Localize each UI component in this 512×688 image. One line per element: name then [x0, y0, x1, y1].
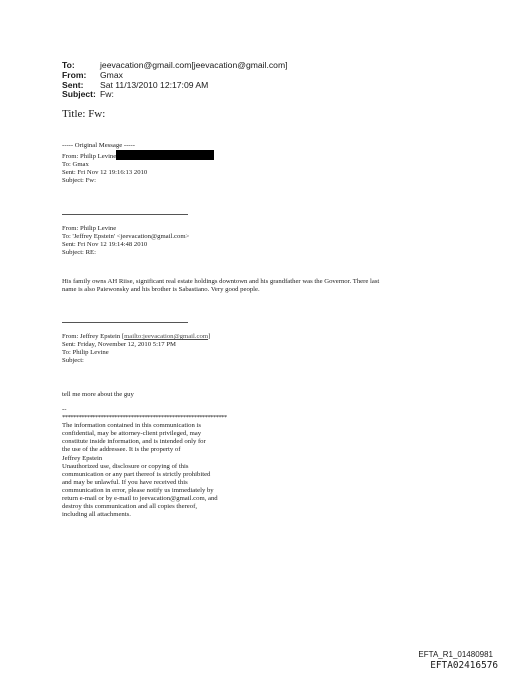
to-value: jeevacation@gmail.com[jeevacation@gmail.com]	[100, 60, 288, 70]
msg2-to: To: 'Jeffrey Epstein' <jeevacation@gmail.com>	[62, 233, 190, 241]
to-row	[62, 61, 288, 71]
msg3-body: tell me more about the guy	[62, 391, 134, 398]
msg3-sent: Sent: Friday, November 12, 2010 5:17 PM	[62, 341, 176, 349]
msg2-body-line-1: His family owns AH Riise, significant real estate holdings downtown and his grandfather was the Governor. There last	[62, 278, 380, 285]
msg3-from-suffix: ]	[208, 333, 211, 340]
from-label: From:	[62, 69, 87, 80]
msg3-from-prefix: From: Jeffrey Epstein [	[62, 333, 125, 340]
disclaimer-line-1: The information contained in this communication is	[62, 422, 201, 430]
original-message-divider: ----- Original Message -----	[62, 142, 135, 149]
sent-value: Sat 11/13/2010 12:17:09 AM	[100, 79, 209, 90]
message-2-body	[62, 278, 379, 294]
disclaimer-line-4: the use of the addressee. It is the property of	[62, 446, 181, 454]
disclaimer-line-7: communication or any part thereof is strictly prohibited	[62, 470, 211, 478]
msg2-subject: Subject: RE:	[62, 249, 96, 257]
from-value: Gmax	[100, 69, 123, 80]
separator-line-1	[62, 214, 188, 215]
redaction-bar	[116, 150, 214, 160]
disclaimer-line-12: including all attachments.	[62, 511, 131, 519]
to-label: To:	[62, 60, 75, 70]
msg3-from-line	[62, 333, 210, 341]
msg2-body-line-2: name is also Paiewonsky and his brother is Sabastiano. Very good people.	[62, 286, 260, 294]
disclaimer-line-8: and may be unlawful. If you have received this	[62, 478, 188, 486]
msg3-to: To: Philip Levine	[62, 349, 109, 357]
original-from-line	[62, 150, 214, 161]
original-message-block	[62, 142, 214, 185]
bates-stamp: EFTA02416576	[430, 660, 498, 671]
asterisk-line: ************************************************************	[62, 414, 227, 422]
sent-label: Sent:	[62, 79, 84, 90]
msg2-from: From: Philip Levine	[62, 225, 117, 232]
bates-stamp-r1: EFTA_R1_01480981	[418, 650, 493, 659]
mailto-link[interactable]: mailto:jeevacation@gmail.com	[124, 333, 209, 340]
signature-dashes: --	[62, 406, 67, 413]
msg2-sent: Sent: Fri Nov 12 19:14:48 2010	[62, 241, 148, 249]
subject-label: Subject:	[62, 89, 96, 100]
disclaimer-line-6: Unauthorized use, disclosure or copying of this	[62, 462, 189, 470]
message-3-header	[62, 333, 210, 365]
disclaimer-line-10: return e-mail or by e-mail to jeevacation@gmail.com, and	[62, 495, 218, 503]
disclaimer-line-3: constitute inside information, and is intended only for	[62, 438, 206, 446]
msg3-subject: Subject:	[62, 357, 84, 365]
disclaimer-line-5: Jeffrey Epstein	[62, 454, 103, 462]
separator-line-2	[62, 322, 188, 323]
original-to: To: Gmax	[62, 161, 89, 169]
disclaimer-line-11: destroy this communication and all copies thereof,	[62, 503, 198, 511]
disclaimer-line-2: confidential, may be attorney-client privileged, may	[62, 430, 202, 438]
original-subject: Subject: Fw:	[62, 177, 96, 185]
email-header	[62, 61, 288, 100]
disclaimer-line-9: communication in error, please notify us immediately by	[62, 486, 214, 494]
signature-block	[62, 406, 227, 519]
message-2-header	[62, 225, 189, 257]
subject-value: Fw:	[100, 89, 114, 100]
subject-row	[62, 90, 288, 100]
original-sent: Sent: Fri Nov 12 19:16:13 2010	[62, 169, 148, 177]
original-from: From: Philip Levine	[62, 153, 117, 161]
document-title: Title: Fw:	[62, 108, 106, 120]
